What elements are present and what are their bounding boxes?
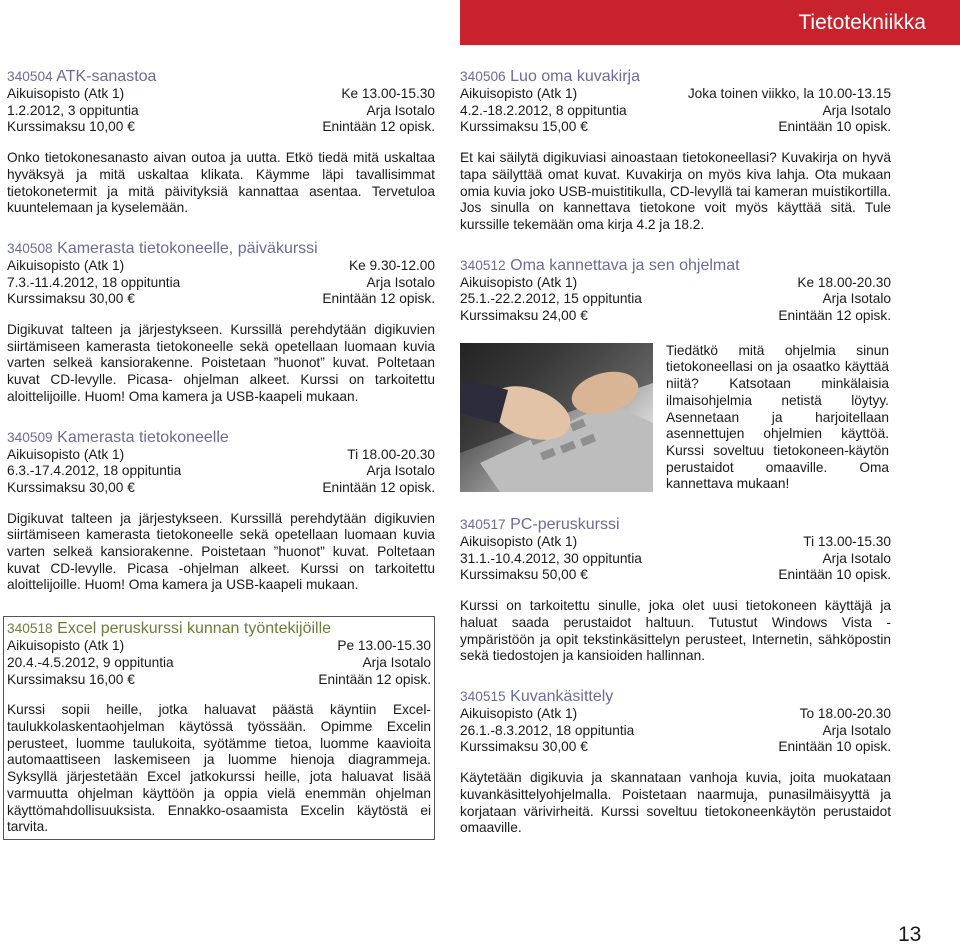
section-title: Tietotekniikka [798,10,926,34]
course-340512 [460,256,891,493]
course-info-row: Aikuisopisto (Atk 1) Ke 9.30-12.00 [7,257,435,273]
course-info-row: Kurssimaksu 24,00 € Enintään 12 opisk. [460,308,891,324]
course-title: 340517 PC-peruskurssi [460,516,620,534]
laptop-illustration [460,343,653,492]
laptop-typing-photo [460,343,653,492]
page-number: 13 [898,923,922,946]
course-info-row: 31.1.-10.4.2012, 30 oppituntia Arja Isotalo [460,550,891,566]
right-column [460,67,891,837]
section-banner [460,0,960,45]
course-info-row: Kurssimaksu 15,00 € Enintään 10 opisk. [460,119,891,135]
course-title: 340509 Kamerasta tietokoneelle [7,428,229,446]
course-title: 340504 ATK-sanastoa [7,68,157,85]
course-info-row: 6.3.-17.4.2012, 18 oppituntia Arja Isotalo [7,463,435,479]
course-info-row: Kurssimaksu 30,00 € Enintään 12 opisk. [7,479,435,495]
course-info-row: Kurssimaksu 30,00 € Enintään 12 opisk. [7,291,435,307]
course-title: 340508 Kamerasta tietokoneelle, päiväkurssi [7,239,318,257]
course-info-row: 4.2.-18.2.2012, 8 oppituntia Arja Isotalo [460,102,891,118]
course-info-row: 7.3.-11.4.2012, 18 oppituntia Arja Isotalo [7,274,435,290]
course-340518 [3,616,435,840]
course-info-row: 25.1.-22.2.2012, 15 oppituntia Arja Isotalo [460,291,891,307]
course-description: Kurssi sopii heille, jotka haluavat päästä käyntiin Excel-taulukkolaskentaohjelman käytössä työssään. Opimme Excelin perusteet, luomme taulukoita, syötämme tietoa, luomme kaavioita automaattiseen laskemiseen ja luomme hienoja diagrammeja. Syksyllä järjestetään Excel jatkokurssi heille, jota haluavat lisää varmuutta ohjelman käyttöön ja oppia vielä enemmän ohjelman käyttömahdollisuuksista. Ennakko-osaamista Excelin käytöstä ei tarvita. [7,702,431,835]
course-info-row: Aikuisopisto (Atk 1) Joka toinen viikko, la 10.00-13.15 [460,86,891,101]
course-description: Digikuvat talteen ja järjestykseen. Kurssillä perehdytään digikuvien siirtämiseen kamerasta tietokoneelle sekä opetellaan luomaan kuvia varten selkeä kansiorakenne. Poistetaan ”huonot” kuvat. Poltetaan kuvat CD-levylle. Picasa- ohjelman alkeet. Kurssi on tarkoitettu aloittelijoille. Huom! Oma kamera ja USB-kaapeli mukaan. [7,322,435,404]
course-340509 [7,428,435,595]
course-description: Kurssi on tarkoitettu sinulle, joka olet uusi tietokoneen käyttäjä ja haluat saada perustaidot haltuun. Tutustut Windows Vista -ympäristöön ja opit tekstinkäsittelyn perusteet, Internetin, sähköpostin sekä tiedostojen ja kansioiden hallinnan. [460,598,891,664]
course-info-row: Aikuisopisto (Atk 1) Ti 13.00-15.30 [460,534,891,550]
course-description: Käytetään digikuvia ja skannataan vanhoja kuvia, joita muokataan kuvankäsittelyohjelmalla. Poistetaan naarmuja, punasilmäisyyttä ja korjataan värivirheitä. Kurssi soveltuu tietokoneenkäytön perustaidot omaaville. [460,770,891,836]
course-info-row: 20.4.-4.5.2012, 9 oppituntia Arja Isotalo [7,654,431,670]
course-title: 340512 Oma kannettava ja sen ohjelmat [460,256,740,274]
course-info-row: Aikuisopisto (Atk 1) Ti 18.00-20.30 [7,446,435,462]
course-title: 340515 Kuvankäsittely [460,687,614,705]
course-description: Tiedätkö mitä ohjelmia sinun tietokoneellasi on ja osaatko käyttää niitä? Katsotaan minkälaisia ilmaisohjelmia netistä löytyy. Asennetaan ja harjoitellaan asennettujen ohjelmien käyttöä. Kurssi soveltuu tietokoneen-käytön perustaidot omaaville. Oma kannettava mukaan! [666,342,889,492]
course-description: Digikuvat talteen ja järjestykseen. Kurssillä perehdytään digikuvien siirtämiseen kamerasta tietokoneelle sekä opetellaan luomaan kuvia varten selkeä kansiorakenne. Poistetaan ”huonot” kuvat. Poltetaan kuvat CD-levylle. Picasa -ohjelman alkeet. Kurssi on tarkoitettu aloittelijoille. Huom! Oma kamera ja USB-kaapeli mukaan. [7,510,435,593]
left-column [7,67,435,840]
course-340515 [460,687,891,837]
course-info-row: Kurssimaksu 30,00 € Enintään 10 opisk. [460,739,891,755]
course-description: Onko tietokonesanasto aivan outoa ja uutta. Etkö tiedä mitä uskaltaa hyväksyä ja mitä uskaltaa klikata. Käymme läpi tavallisimmat tietokonetermit ja mitä päivityksiä kannattaa asentaa. Tervetuloa kuuntelemaan ja kyselemään. [7,150,435,216]
course-title: 340506 Luo oma kuvakirja [460,68,640,85]
photo-block [460,343,891,493]
course-info-row: 26.1.-8.3.2012, 18 oppituntia Arja Isotalo [460,722,891,738]
course-info-row: Kurssimaksu 16,00 € Enintään 12 opisk. [7,671,431,687]
course-340517 [460,515,891,665]
course-info-row: 1.2.2012, 3 oppituntia Arja Isotalo [7,102,435,118]
course-340508 [7,239,435,406]
course-description: Et kai säilytä digikuviasi ainoastaan tietokoneellasi? Kuvakirja on hyvä tapa säilyttää omat kuvat. Kuvakirja on myös kiva lahja. Ota mukaan omia kuvia joko USB-muistitikulla, CD-levyllä tai kameran muistikortilla. Jos sinulla on kannettava tietokone voit myös käyttää sitä. Tule kurssille tekemään oma kirja 4.2 ja 18.2. [460,150,891,232]
course-info-row: Aikuisopisto (Atk 1) Pe 13.00-15.30 [7,638,431,654]
course-info-row: Aikuisopisto (Atk 1) Ke 13.00-15.30 [7,86,435,101]
course-title: 340518 Excel peruskurssi kunnan työntekijöille [7,620,332,638]
course-340504 [7,67,435,217]
course-info-row: Aikuisopisto (Atk 1) Ke 18.00-20.30 [460,274,891,290]
course-340506 [460,67,891,234]
course-info-row: Kurssimaksu 50,00 € Enintään 10 opisk. [460,567,891,583]
course-info-row: Aikuisopisto (Atk 1) To 18.00-20.30 [460,705,891,721]
course-info-row: Kurssimaksu 10,00 € Enintään 12 opisk. [7,119,435,135]
